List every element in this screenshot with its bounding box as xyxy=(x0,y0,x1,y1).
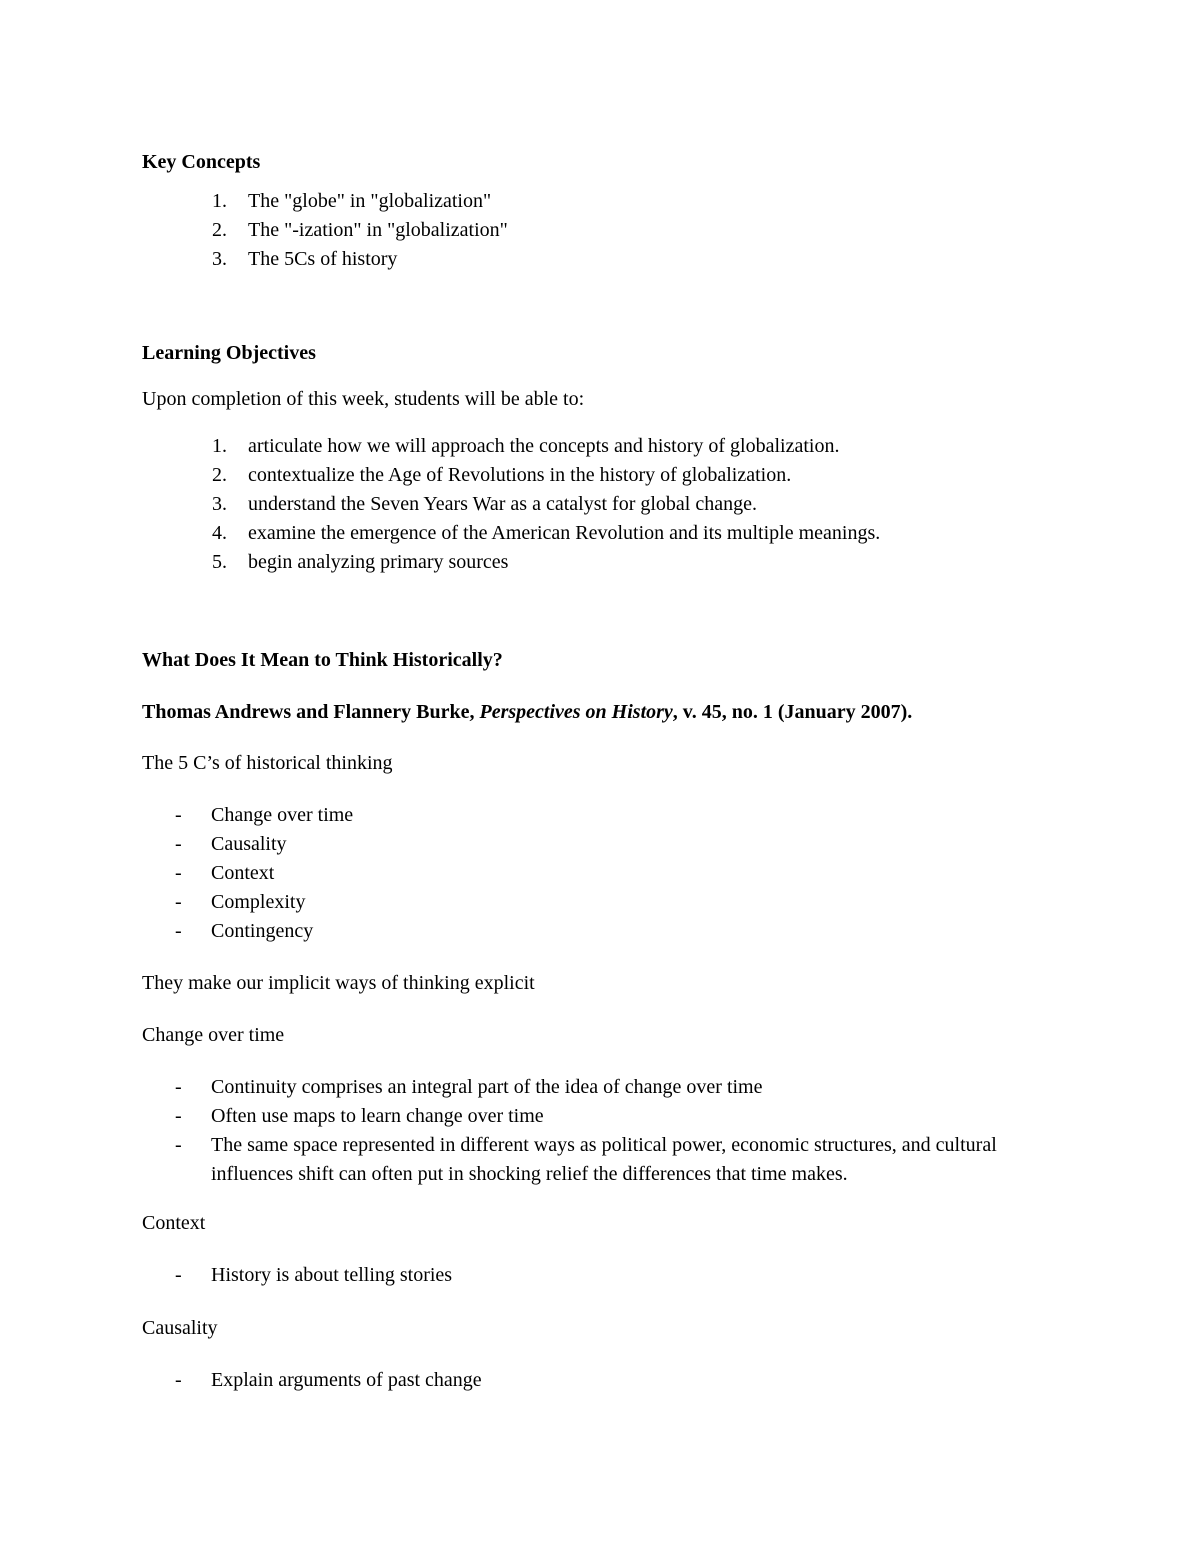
list-item xyxy=(142,490,1082,519)
list-item-text: Change over time xyxy=(211,804,354,826)
list-item-text: Contingency xyxy=(211,920,314,942)
list-item xyxy=(142,1073,1082,1102)
list-item-text: contextualize the Age of Revolutions in the history of globalization. xyxy=(248,464,792,486)
list-item xyxy=(142,432,1082,461)
dash-bullet: - xyxy=(175,1369,182,1391)
list-number: 3. xyxy=(212,493,227,515)
citation-journal: Perspectives on History xyxy=(479,701,673,723)
list-item-text: Explain arguments of past change xyxy=(211,1369,482,1391)
list-number: 4. xyxy=(212,522,227,544)
list-item xyxy=(142,1261,1082,1290)
list-item-text: understand the Seven Years War as a catalyst for global change. xyxy=(248,493,757,515)
learning-objectives-intro: Upon completion of this week, students will be able to: xyxy=(142,388,585,410)
list-item xyxy=(142,216,1082,245)
list-item-text: Often use maps to learn change over time xyxy=(211,1105,544,1127)
change-over-time-label: Change over time xyxy=(142,1024,285,1046)
list-item xyxy=(142,801,1082,830)
context-list xyxy=(142,1261,1082,1290)
list-item-text: begin analyzing primary sources xyxy=(248,551,509,573)
list-item xyxy=(142,888,1082,917)
list-item xyxy=(142,1102,1082,1131)
dash-bullet: - xyxy=(175,804,182,826)
list-item xyxy=(142,548,1082,577)
list-item xyxy=(142,1131,1082,1189)
list-item xyxy=(142,519,1082,548)
dash-bullet: - xyxy=(175,920,182,942)
causality-list xyxy=(142,1366,1082,1395)
dash-bullet: - xyxy=(175,1105,182,1127)
list-item-text: examine the emergence of the American Revolution and its multiple meanings. xyxy=(248,522,881,544)
explicit-note: They make our implicit ways of thinking explicit xyxy=(142,972,535,994)
list-item xyxy=(142,1366,1082,1395)
change-over-time-list xyxy=(142,1073,1082,1189)
list-item xyxy=(142,917,1082,946)
dash-bullet: - xyxy=(175,1264,182,1286)
key-concepts-heading: Key Concepts xyxy=(142,151,261,173)
list-item-text: History is about telling stories xyxy=(211,1264,453,1286)
citation-details: , v. 45, no. 1 (January 2007). xyxy=(672,701,913,723)
dash-bullet: - xyxy=(175,891,182,913)
list-number: 5. xyxy=(212,551,227,573)
list-number: 1. xyxy=(212,190,227,212)
list-item-text: articulate how we will approach the concepts and history of globalization. xyxy=(248,435,840,457)
list-item-text: The same space represented in different ways as political power, economic structures, and cultural influences shift can often put in shocking relief the differences that time makes. xyxy=(211,1134,997,1185)
learning-objectives-list xyxy=(142,432,1082,577)
list-item-text: The 5Cs of history xyxy=(248,248,398,270)
dash-bullet: - xyxy=(175,1076,182,1098)
list-item-text: The "globe" in "globalization" xyxy=(248,190,492,212)
list-item xyxy=(142,830,1082,859)
causality-label: Causality xyxy=(142,1317,218,1339)
list-item-text: The "-ization" in "globalization" xyxy=(248,219,508,241)
dash-bullet: - xyxy=(175,833,182,855)
list-item-text: Continuity comprises an integral part of the idea of change over time xyxy=(211,1076,763,1098)
think-historically-heading: What Does It Mean to Think Historically? xyxy=(142,649,503,671)
list-item-text: Causality xyxy=(211,833,287,855)
five-cs-list xyxy=(142,801,1082,946)
dash-bullet: - xyxy=(175,862,182,884)
list-number: 1. xyxy=(212,435,227,457)
list-number: 2. xyxy=(212,219,227,241)
list-item xyxy=(142,859,1082,888)
dash-bullet: - xyxy=(175,1134,182,1156)
list-item xyxy=(142,461,1082,490)
citation xyxy=(142,698,1082,727)
list-number: 2. xyxy=(212,464,227,486)
key-concepts-list xyxy=(142,187,1082,274)
citation-authors: Thomas Andrews and Flannery Burke, xyxy=(142,701,480,723)
list-item-text: Context xyxy=(211,862,275,884)
five-cs-intro: The 5 C’s of historical thinking xyxy=(142,752,393,774)
list-number: 3. xyxy=(212,248,227,270)
list-item-text: Complexity xyxy=(211,891,306,913)
context-label: Context xyxy=(142,1212,206,1234)
list-item xyxy=(142,187,1082,216)
learning-objectives-heading: Learning Objectives xyxy=(142,342,316,364)
list-item xyxy=(142,245,1082,274)
